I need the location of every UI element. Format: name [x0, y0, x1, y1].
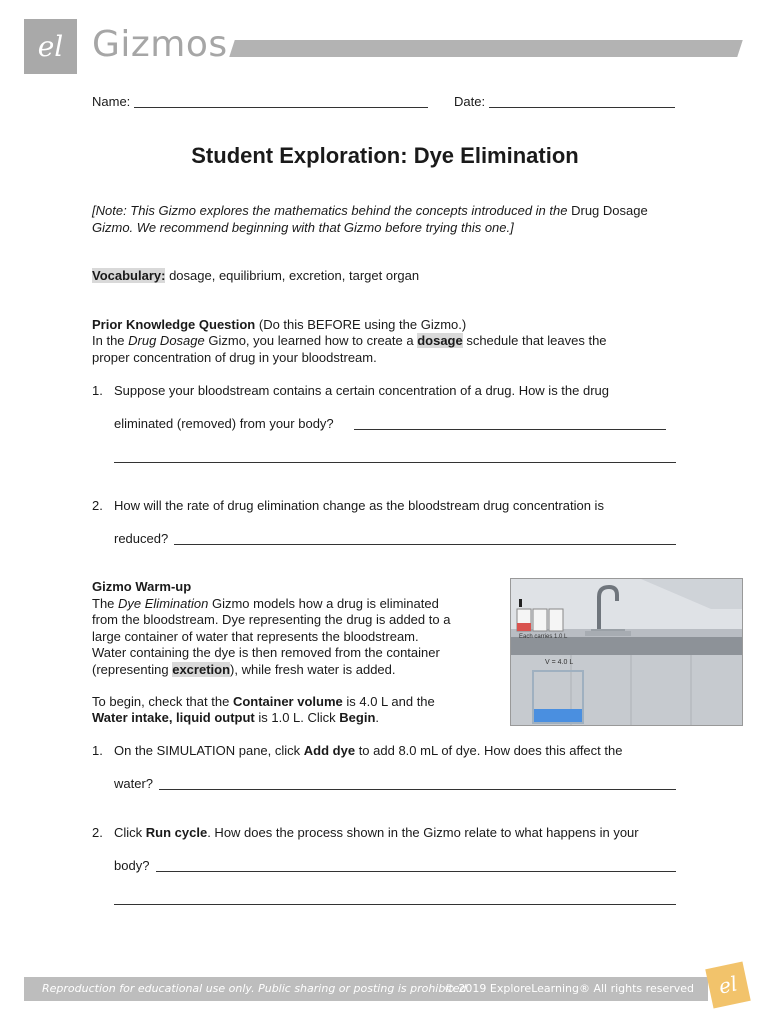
warmup-line4: Water containing the dye is then removed from the container [92, 645, 440, 660]
date-label: Date: [454, 94, 486, 109]
sim-volume-label: V = 4.0 L [545, 659, 574, 666]
warmup-q2-text2: body? [114, 858, 150, 873]
prior-intro: In the Drug Dosage Gizmo, you learned how to create a dosage schedule that leaves the [92, 333, 607, 348]
gizmos-logo [24, 19, 77, 74]
prior-q2-text: How will the rate of drug elimination change as the bloodstream drug concentration is [114, 498, 604, 513]
warmup-line3: large container of water that represents the bloodstream. [92, 629, 419, 644]
footer-copyright: © 2019 ExploreLearning® All rights reserved [443, 982, 694, 995]
prior-q1-answer-line1[interactable] [354, 429, 666, 430]
date-line [489, 107, 675, 108]
prior-intro-line2: proper concentration of drug in your bloodstream. [92, 350, 377, 365]
prior-q1-text: Suppose your bloodstream contains a certain concentration of a drug. How is the drug [114, 383, 610, 398]
sim-cup-label: Each carries 1.0 L [519, 634, 568, 640]
simulation-illustration [511, 579, 742, 725]
simulation-screenshot [510, 578, 743, 726]
warmup-q1-answer-line[interactable] [159, 789, 676, 790]
warmup-q2-answer-line2[interactable] [114, 904, 676, 905]
prior-q2-answer-line[interactable] [174, 544, 676, 545]
warmup-line2: from the bloodstream. Dye representing the drug is added to a [92, 612, 451, 627]
note: [Note: This Gizmo explores the mathematics behind the concepts introduced in the Drug Dosage Gizmo. We recommend beginning with that Gizmo before trying this one.] [92, 203, 648, 235]
warmup-q1-text: On the SIMULATION pane, click Add dye to add 8.0 mL of dye. How does this affect the [114, 743, 623, 758]
prior-q1-answer-line2[interactable] [114, 462, 676, 463]
header-bar [229, 40, 743, 57]
prior-q2-text2: reduced? [114, 531, 169, 546]
footer-logo-mark: el [716, 971, 740, 999]
logo-mark: el [37, 30, 64, 63]
warmup-heading: Gizmo Warm-up [92, 579, 192, 594]
warmup-line5: (representing excretion), while fresh water is added. [92, 662, 396, 677]
footer-bar [24, 977, 708, 1001]
prior-q2-number: 2. [92, 498, 103, 513]
warmup-q2-number: 2. [92, 825, 103, 840]
warmup-q1-text2: water? [114, 776, 154, 791]
prior-q1-text2: eliminated (removed) from your body? [114, 416, 334, 431]
warmup-begin-line1: To begin, check that the Container volume is 4.0 L and the [92, 694, 435, 709]
name-line [134, 107, 428, 108]
warmup-q2-text: Click Run cycle. How does the process shown in the Gizmo relate to what happens in your [114, 825, 639, 840]
page-title: Student Exploration: Dye Elimination [191, 143, 579, 168]
footer-notice: Reproduction for educational use only. Public sharing or posting is prohibited. [42, 982, 470, 995]
warmup-q2-answer-line1[interactable] [156, 871, 676, 872]
prior-heading: Prior Knowledge Question (Do this BEFORE using the Gizmo.) [92, 317, 467, 332]
brand-title: Gizmos [92, 24, 228, 65]
prior-q1-number: 1. [92, 383, 103, 398]
name-label: Name: [92, 94, 131, 109]
warmup-line1: The Dye Elimination Gizmo models how a drug is eliminated [92, 596, 439, 611]
warmup-q1-number: 1. [92, 743, 103, 758]
warmup-begin-line2: Water intake, liquid output is 1.0 L. Click Begin. [92, 710, 380, 725]
footer-logo [705, 961, 750, 1008]
name-field[interactable] [92, 94, 130, 111]
vocabulary: Vocabulary: dosage, equilibrium, excretion, target organ [92, 268, 420, 283]
date-field[interactable] [454, 94, 485, 111]
